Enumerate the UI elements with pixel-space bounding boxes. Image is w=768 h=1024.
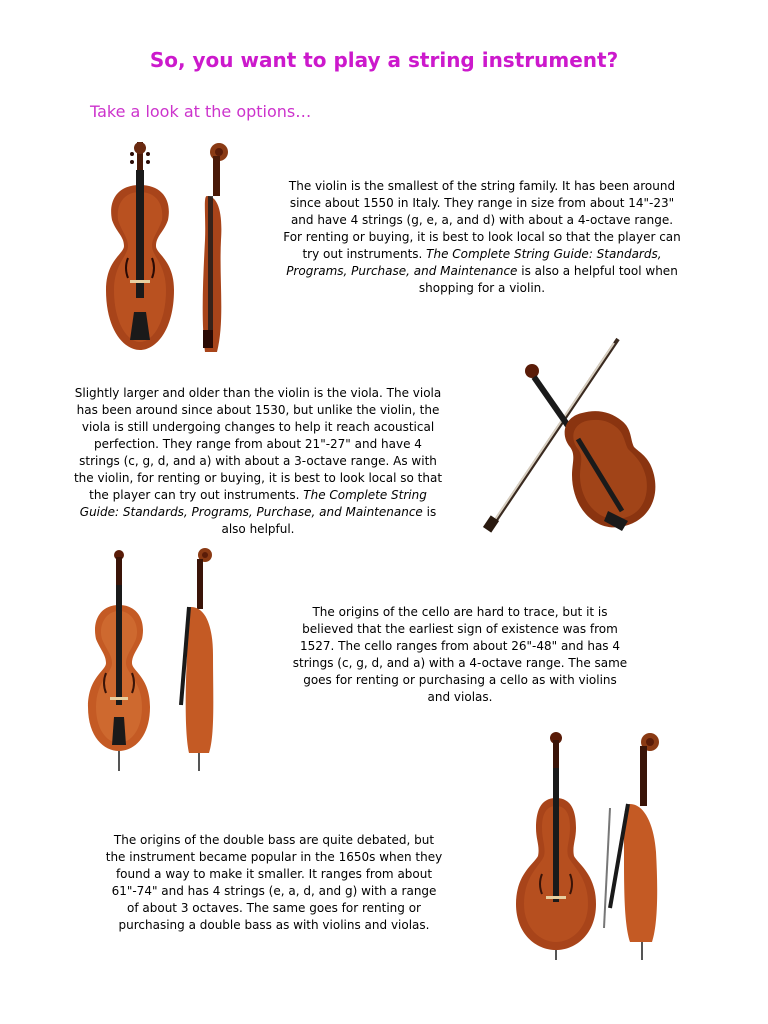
viola-with-bow-image xyxy=(482,335,662,535)
violin-front-image xyxy=(98,140,182,355)
viola-description: Slightly larger and older than the violin is the viola. The viola has been around since about 1530, but unlike the violin, the viola is still undergoing changes to help it reach acoustical perfection. They range from about 21"-27" and have 4 strings (c, g, d, and a) with about a 3-octave range. As with the violin, for renting or buying, it is best to look local so that the player can try out instruments. The Complete String Guide: Standards, Programs, Purchase, and Maintenance is also helpful. xyxy=(73,386,443,536)
book-title: The Complete String Guide: Standards, Programs, Purchase, and Maintenance xyxy=(286,247,662,278)
page-title: So, you want to play a string instrument? xyxy=(149,48,619,72)
cello-side-image xyxy=(175,545,219,773)
double-bass-description: The origins of the double bass are quite debated, but the instrument became popular in the 1650s when they found a way to make it smaller. It ranges from about 61"-74" and has 4 strings (e, a, d, and g) with a range of about 3 octaves. The same goes for renting or purchasing a double bass as with violins and violas. xyxy=(105,833,443,932)
violin-side-image xyxy=(195,140,235,355)
page-subtitle: Take a look at the options… xyxy=(90,102,312,121)
double-bass-side-image xyxy=(602,728,664,962)
violin-description: The violin is the smallest of the string family. It has been around since about 1550 in Italy. They range in size from about 14"-23" and have 4 strings (g, e, a, and d) with about a 4-octave range. For renting or buying, it is best to look local so that the player can try out instruments. The Complete String Guide: Standards, Programs, Purchase, and Maintenance is also a helpful tool when shopping for a violin. xyxy=(283,179,681,295)
cello-front-image xyxy=(84,545,156,773)
double-bass-front-image xyxy=(512,728,602,962)
book-title: The Complete String Guide: Standards, Programs, Purchase, and Maintenance xyxy=(79,488,427,519)
cello-description: The origins of the cello are hard to trace, but it is believed that the earliest sign of existence was from 1527. The cello ranges from about 26"-48" and has 4 strings (c, g, d, and a) with a 4-octave range. The same goes for renting or purchasing a cello as with violins and violas. xyxy=(292,605,628,704)
